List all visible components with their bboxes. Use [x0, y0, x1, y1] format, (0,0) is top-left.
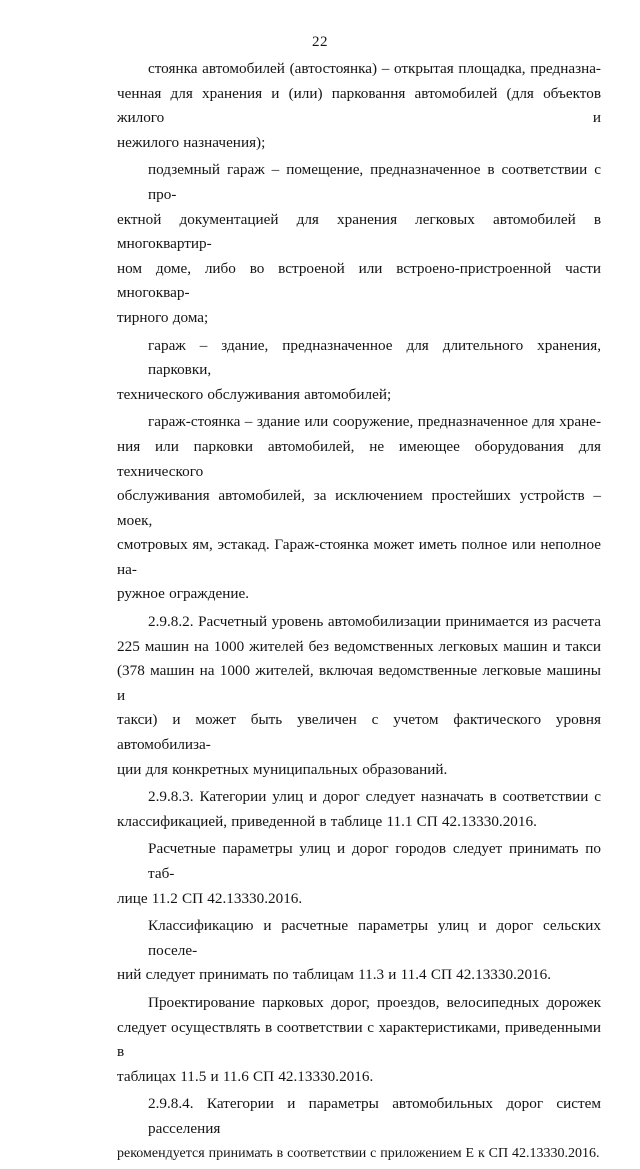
text-line: (378 машин на 1000 жителей, включая ведомственные легковые машины и: [117, 662, 601, 704]
text-line: 2.9.8.3. Категории улиц и дорог следует назначать в соответствии с: [148, 788, 601, 806]
text-line: ном доме, либо во встроеной или встроено-пристроенной части многоквар-: [117, 259, 601, 302]
paragraph-garage-definition: [117, 334, 601, 408]
paragraph-underground-garage-definition: [117, 158, 601, 330]
text-line: таблицах 11.5 и 11.6 СП 42.13330.2016.: [117, 1067, 374, 1085]
text-line: ектной документацией для хранения легковых автомобилей в многоквартир-: [117, 210, 601, 253]
text-line: нежилого назначения);: [117, 133, 266, 151]
text-line: Расчетные параметры улиц и дорог городов следует принимать по таб-: [148, 840, 601, 882]
text-line: ружное ограждение.: [117, 585, 250, 603]
paragraph-section-2-9-8-3: [117, 785, 601, 834]
text-line: технического обслуживания автомобилей;: [117, 385, 392, 403]
text-line: Классификацию и расчетные параметры улиц и дорог сельских поселе-: [148, 917, 601, 959]
text-line: гараж – здание, предназначенное для длительного хранения, парковки,: [148, 336, 601, 379]
page-number: 22: [312, 34, 328, 50]
text-line: стоянка автомобилей (автостоянка) – открытая площадка, предназна-: [148, 60, 601, 77]
text-line: лице 11.2 СП 42.13330.2016.: [117, 889, 303, 907]
paragraph-section-2-9-8-4: [117, 1092, 601, 1166]
text-line: подземный гараж – помещение, предназначенное в соответствии с про-: [148, 161, 601, 203]
text-line: 2.9.8.4. Категории и параметры автомобильных дорог систем расселения: [148, 1095, 601, 1137]
document-body: [117, 57, 601, 1169]
text-line: обслуживания автомобилей, за исключением простейших устройств – моек,: [117, 487, 601, 529]
paragraph-city-street-parameters: [117, 837, 601, 911]
paragraph-parking-lot-definition: [117, 57, 601, 155]
text-line: Проектирование парковых дорог, проездов, велосипедных дорожек: [148, 993, 601, 1011]
text-line: ченная для хранения и (или) парковання автомобилей (для объектов жилого и: [117, 84, 601, 127]
text-line: такси) и может быть увеличен с учетом фактического уровня автомобилиза-: [117, 711, 601, 754]
text-line: классификацией, приведенной в таблице 11.1 СП 42.13330.2016.: [117, 812, 537, 830]
text-line: следует осуществлять в соответствии с характеристиками, приведенными в: [117, 1018, 601, 1061]
text-line: гараж-стоянка – здание или сооружение, предназначенное для хране-: [148, 413, 601, 431]
text-line: 225 машин на 1000 жителей без ведомственных легковых машин и такси: [117, 637, 601, 655]
text-line: тирного дома;: [117, 308, 209, 326]
text-line: 2.9.8.2. Расчетный уровень автомобилизации принимается из расчета: [148, 613, 601, 631]
paragraph-rural-street-classification: [117, 914, 601, 988]
text-line: ции для конкретных муниципальных образований.: [117, 760, 448, 778]
text-line: смотровых ям, эстакад. Гараж-стоянка может иметь полное или неполное на-: [117, 536, 601, 578]
text-line: рекомендуется принимать в соответствии с приложением Е к СП 42.13330.2016.: [117, 1145, 600, 1161]
paragraph-park-roads-design: [117, 991, 601, 1089]
text-line: ний следует принимать по таблицам 11.3 и 11.4 СП 42.13330.2016.: [117, 966, 552, 984]
text-line: ния или парковки автомобилей, не имеющее оборудования для технического: [117, 437, 601, 480]
paragraph-section-2-9-8-2: [117, 610, 601, 782]
paragraph-garage-parking-definition: [117, 410, 601, 607]
